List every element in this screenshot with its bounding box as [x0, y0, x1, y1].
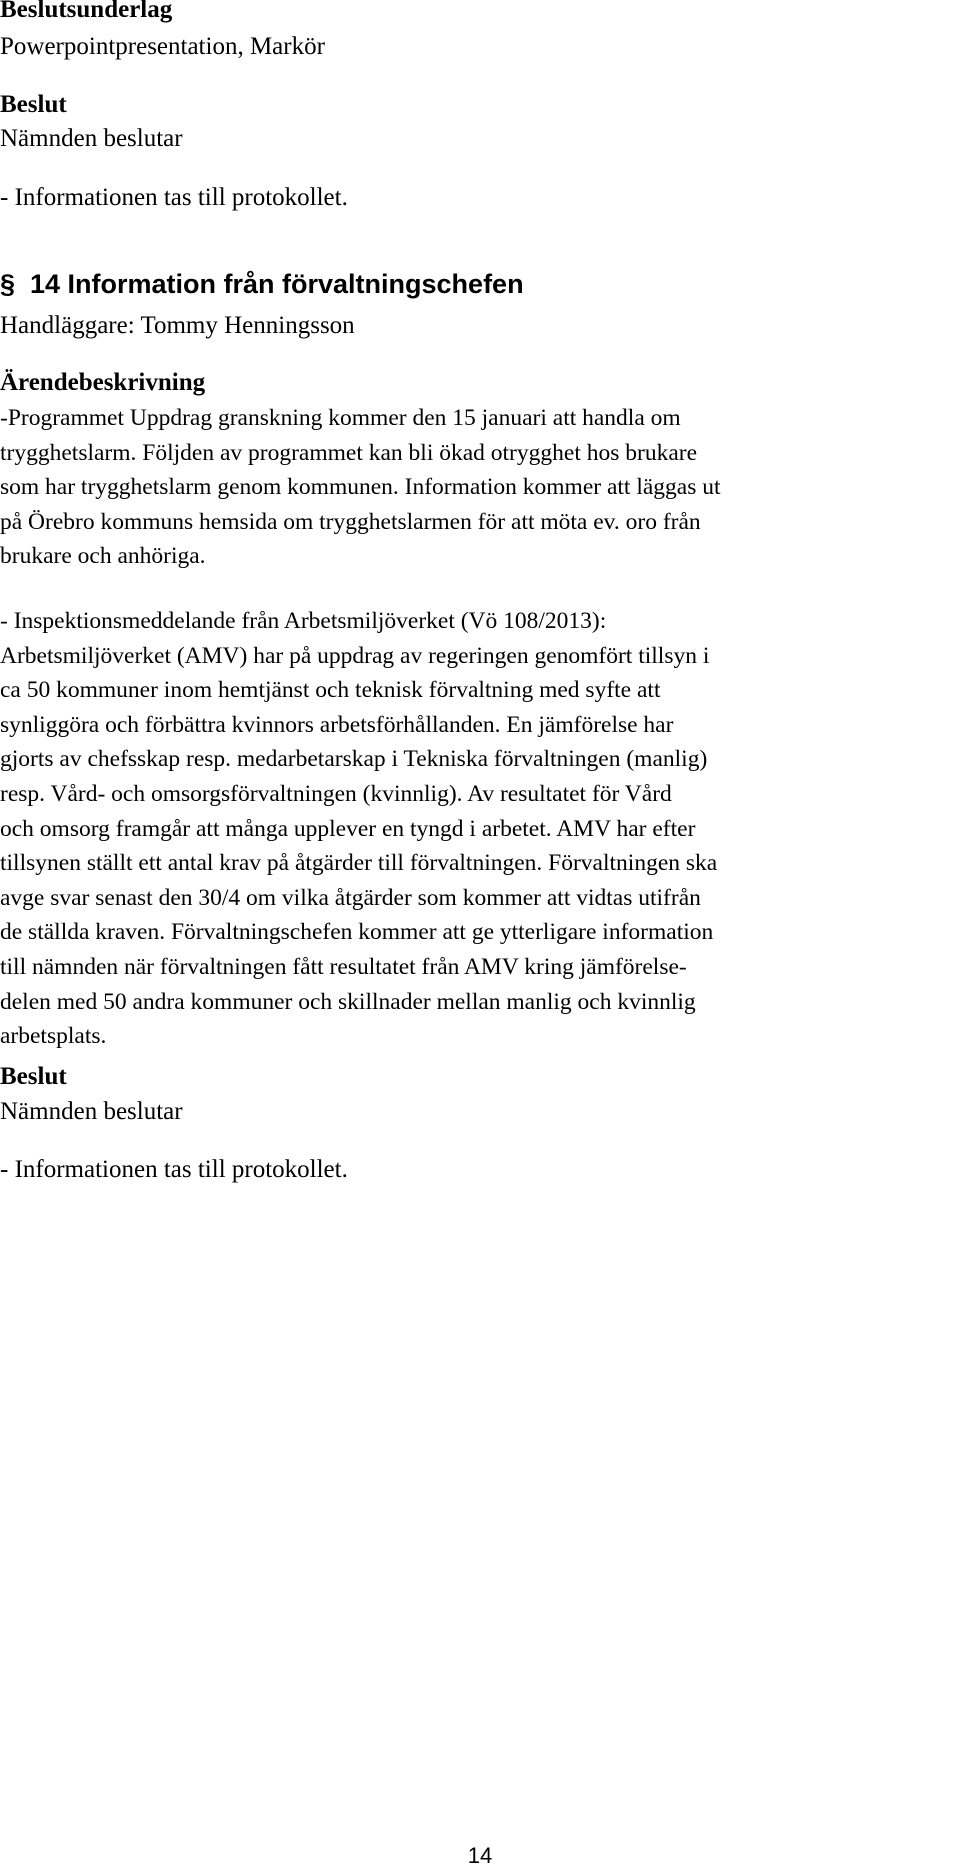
section-symbol: §: [0, 269, 16, 299]
paragraph-line: delen med 50 andra kommuner och skillnader mellan manlig och kvinnlig: [0, 988, 696, 1015]
beslutsunderlag-text: Powerpointpresentation, Markör: [0, 33, 325, 60]
paragraph-line: till nämnden när förvaltningen fått resultatet från AMV kring jämförelse-: [0, 953, 687, 980]
paragraph-line: som har trygghetslarm genom kommunen. Information kommer att läggas ut: [0, 474, 721, 501]
beslut-item-bottom: - Informationen tas till protokollet.: [0, 1156, 348, 1183]
paragraph-line: ca 50 kommuner inom hemtjänst och teknisk förvaltning med syfte att: [0, 677, 661, 704]
beslut-heading-top: Beslut: [0, 91, 67, 118]
paragraph-line: resp. Vård- och omsorgsförvaltningen (kvinnlig). Av resultatet för Vård: [0, 780, 672, 807]
paragraph-line: Arbetsmiljöverket (AMV) har på uppdrag av regeringen genomfört tillsyn i: [0, 642, 710, 669]
beslut-heading-bottom: Beslut: [0, 1063, 67, 1090]
arendebeskrivning-heading: Ärendebeskrivning: [0, 369, 206, 396]
page-number: 14: [467, 1843, 493, 1868]
beslut-text-bottom: Nämnden beslutar: [0, 1098, 183, 1125]
paragraph-line: brukare och anhöriga.: [0, 543, 206, 570]
section-title: 14 Information från förvaltningschefen: [30, 269, 524, 299]
beslutsunderlag-heading: Beslutsunderlag: [0, 0, 173, 23]
paragraph-inspektion: [0, 604, 960, 1054]
paragraph-line: trygghetslarm. Följden av programmet kan bli ökad otrygghet hos brukare: [0, 439, 698, 466]
paragraph-line: avge svar senast den 30/4 om vilka åtgärder som kommer att vidtas utifrån: [0, 884, 701, 911]
section-heading: [0, 268, 524, 300]
paragraph-line: gjorts av chefsskap resp. medarbetarskap i Tekniska förvaltningen (manlig): [0, 746, 708, 773]
paragraph-line: synliggöra och förbättra kvinnors arbetsförhållanden. En jämförelse har: [0, 711, 674, 738]
paragraph-trygghetslarm: [0, 401, 960, 574]
beslut-item-top: - Informationen tas till protokollet.: [0, 184, 348, 211]
paragraph-line: och omsorg framgår att många upplever en tyngd i arbetet. AMV har efter: [0, 815, 696, 842]
handlaggare-line: Handläggare: Tommy Henningsson: [0, 312, 355, 339]
paragraph-line: -Programmet Uppdrag granskning kommer den 15 januari att handla om: [0, 405, 681, 431]
paragraph-line: på Örebro kommuns hemsida om trygghetslarmen för att möta ev. oro från: [0, 508, 701, 535]
paragraph-line: - Inspektionsmeddelande från Arbetsmiljöverket (Vö 108/2013):: [0, 608, 607, 634]
paragraph-line: de ställda kraven. Förvaltningschefen kommer att ge ytterligare information: [0, 919, 714, 946]
paragraph-line: arbetsplats.: [0, 1023, 107, 1050]
beslut-text-top: Nämnden beslutar: [0, 125, 183, 152]
paragraph-line: tillsynen ställt ett antal krav på åtgärder till förvaltningen. Förvaltningen ska: [0, 850, 718, 877]
